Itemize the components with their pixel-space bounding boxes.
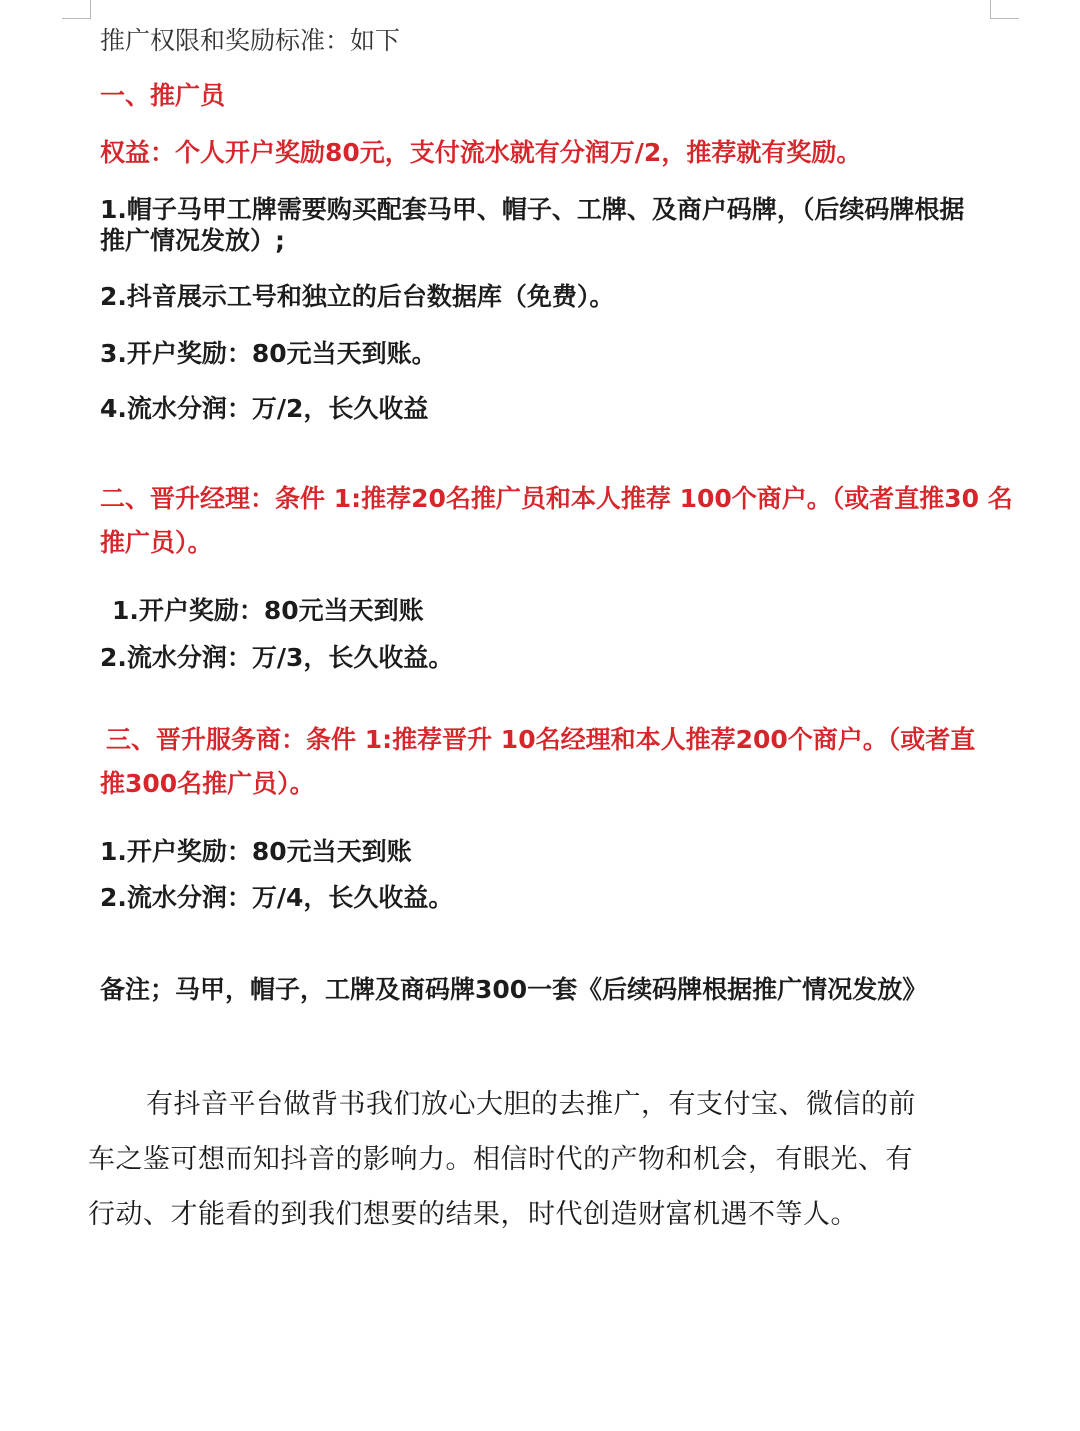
section3-title-line1: 三、晋升服务商：条件 1:推荐晋升 10名经理和本人推荐200个商户。（或者直: [106, 725, 976, 754]
section1-rights: 权益：个人开户奖励80元，支付流水就有分润万/2，推荐就有奖励。: [100, 138, 862, 167]
intro-heading: 推广权限和奖励标准：如下: [100, 26, 401, 55]
section3-title-line2: 推300名推广员）。: [100, 769, 315, 798]
section3-item1: 1.开户奖励：80元当天到账: [100, 837, 412, 866]
section1-item3: 3.开户奖励：80元当天到账。: [100, 339, 437, 368]
note-line: 备注；马甲，帽子，工牌及商码牌300一套《后续码牌根据推广情况发放》: [100, 975, 928, 1004]
section2-title-line2: 推广员）。: [100, 528, 213, 557]
section1-item1-line2: 推广情况发放）;: [100, 226, 285, 255]
closing-line1: 有抖音平台做背书我们放心大胆的去推广，有支付宝、微信的前: [146, 1089, 916, 1120]
page-corner-mark-left: [62, 0, 91, 19]
section2-item1: 1.开户奖励：80元当天到账: [112, 596, 424, 625]
section2-item2: 2.流水分润：万/3，长久收益。: [100, 643, 454, 672]
section3-item2: 2.流水分润：万/4，长久收益。: [100, 883, 454, 912]
section1-item1-line1: 1.帽子马甲工牌需要购买配套马甲、帽子、工牌、及商户码牌，（后续码牌根据: [100, 195, 965, 224]
closing-line2: 车之鉴可想而知抖音的影响力。相信时代的产物和机会，有眼光、有: [88, 1144, 913, 1175]
section1-title: 一、推广员: [100, 81, 226, 110]
section1-item4: 4.流水分润：万/2，长久收益: [100, 394, 429, 423]
page-corner-mark-right: [990, 0, 1019, 19]
section1-item2: 2.抖音展示工号和独立的后台数据库（免费）。: [100, 282, 615, 311]
closing-line3: 行动、才能看的到我们想要的结果，时代创造财富机遇不等人。: [88, 1199, 858, 1230]
section2-title-line1: 二、晋升经理：条件 1:推荐20名推广员和本人推荐 100个商户。（或者直推30 名: [100, 484, 1013, 513]
